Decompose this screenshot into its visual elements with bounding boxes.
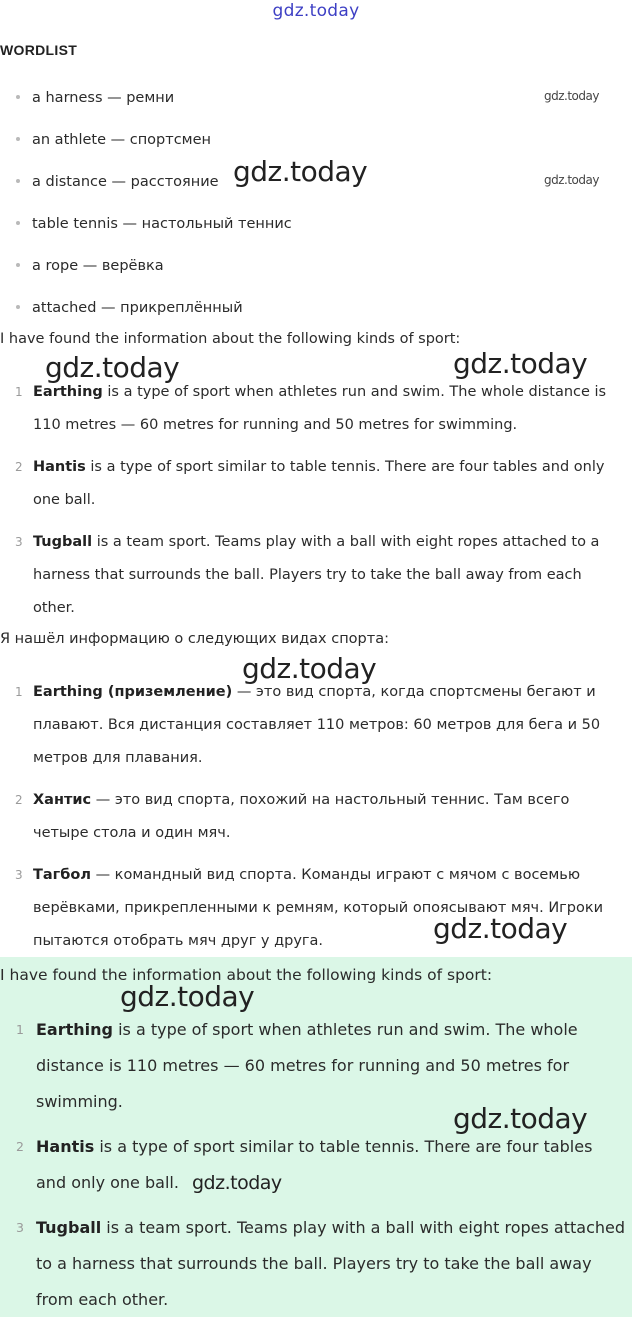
list-item: 2 Хантис — это вид спорта, похожий на настольный теннис. Там всего четыре стола и один мяч. [33,784,629,850]
item-number: 3 [15,535,23,549]
sport-term: Earthing [33,384,103,400]
bullet-icon [16,179,20,183]
list-item: 1 Earthing is a type of sport when athletes run and swim. The whole distance is 110 metres — 60 metres for running and 50 metres for swimming. [36,1012,632,1120]
sport-term: Tugball [33,534,93,550]
sport-term: Earthing [36,1020,113,1039]
russian-intro: Я нашёл информацию о следующих видах спорта: [0,631,389,647]
watermark: gdz.today [45,351,180,384]
sport-term: Earthing (приземление) [33,684,233,700]
wordlist-item: table tennis — настольный теннис [16,216,292,232]
wordlist-item: a rope — верёвка [16,258,164,274]
watermark: gdz.today [120,980,255,1013]
list-item: 3 Tugball is a team sport. Teams play with a ball with eight ropes attached to a harness that surrounds the ball. Players try to take the ball away from each other. [33,526,629,625]
watermark: gdz.today [433,912,568,945]
item-number: 2 [15,793,23,807]
item-number: 3 [16,1220,24,1235]
wordlist-item: a harness — ремни [16,90,174,106]
bullet-icon [16,137,20,141]
bullet-icon [16,221,20,225]
sport-term: Tugball [36,1218,102,1237]
list-item: 2 Hantis is a type of sport similar to table tennis. There are four tables and only one ball. [36,1129,632,1201]
list-item: 3 Тагбол — командный вид спорта. Команды играют с мячом с восемью верёвками, прикрепленными к ремням, который опоясывают мяч. Игроки пытаются отобрать мяч друг у друга. [33,859,629,958]
watermark: gdz.today [544,173,599,187]
sport-term: Hantis [36,1137,95,1156]
watermark: gdz.today [233,155,368,188]
wordlist-item: a distance — расстояние [16,174,219,190]
watermark: gdz.today [192,1172,282,1194]
item-number: 1 [15,385,23,399]
item-number: 1 [16,1022,24,1037]
list-item: 1 Earthing (приземление) — это вид спорта, когда спортсмены бегают и плавают. Вся дистанция составляет 110 метров: 60 метров для бега и 50 метров для плавания. [33,676,629,775]
item-number: 2 [15,460,23,474]
list-item: 1 Earthing is a type of sport when athletes run and swim. The whole distance is 110 metres — 60 metres for running and 50 metres for swimming. [33,376,629,442]
sport-term: Hantis [33,459,86,475]
sport-term: Тагбол [33,867,91,883]
wordlist-item: an athlete — спортсмен [16,132,211,148]
watermark: gdz.today [544,89,599,103]
item-number: 2 [16,1139,24,1154]
watermark: gdz.today [242,652,377,685]
bullet-icon [16,263,20,267]
sport-term: Хантис [33,792,92,808]
english-intro: I have found the information about the following kinds of sport: [0,331,461,347]
wordlist-item: attached — прикреплённый [16,300,243,316]
item-number: 3 [15,868,23,882]
item-number: 1 [15,685,23,699]
list-item: 2 Hantis is a type of sport similar to table tennis. There are four tables and only one ball. [33,451,629,517]
bullet-icon [16,305,20,309]
watermark: gdz.today [453,1102,588,1135]
list-item: 3 Tugball is a team sport. Teams play with a ball with eight ropes attached to a harness that surrounds the ball. Players try to take the ball away from each other. [36,1210,632,1318]
wordlist-title: WORDLIST [0,42,78,58]
site-logo[interactable]: gdz.today [272,1,360,21]
bullet-icon [16,95,20,99]
watermark: gdz.today [453,347,588,380]
highlighted-intro: I have found the information about the following kinds of sport: [0,966,493,984]
